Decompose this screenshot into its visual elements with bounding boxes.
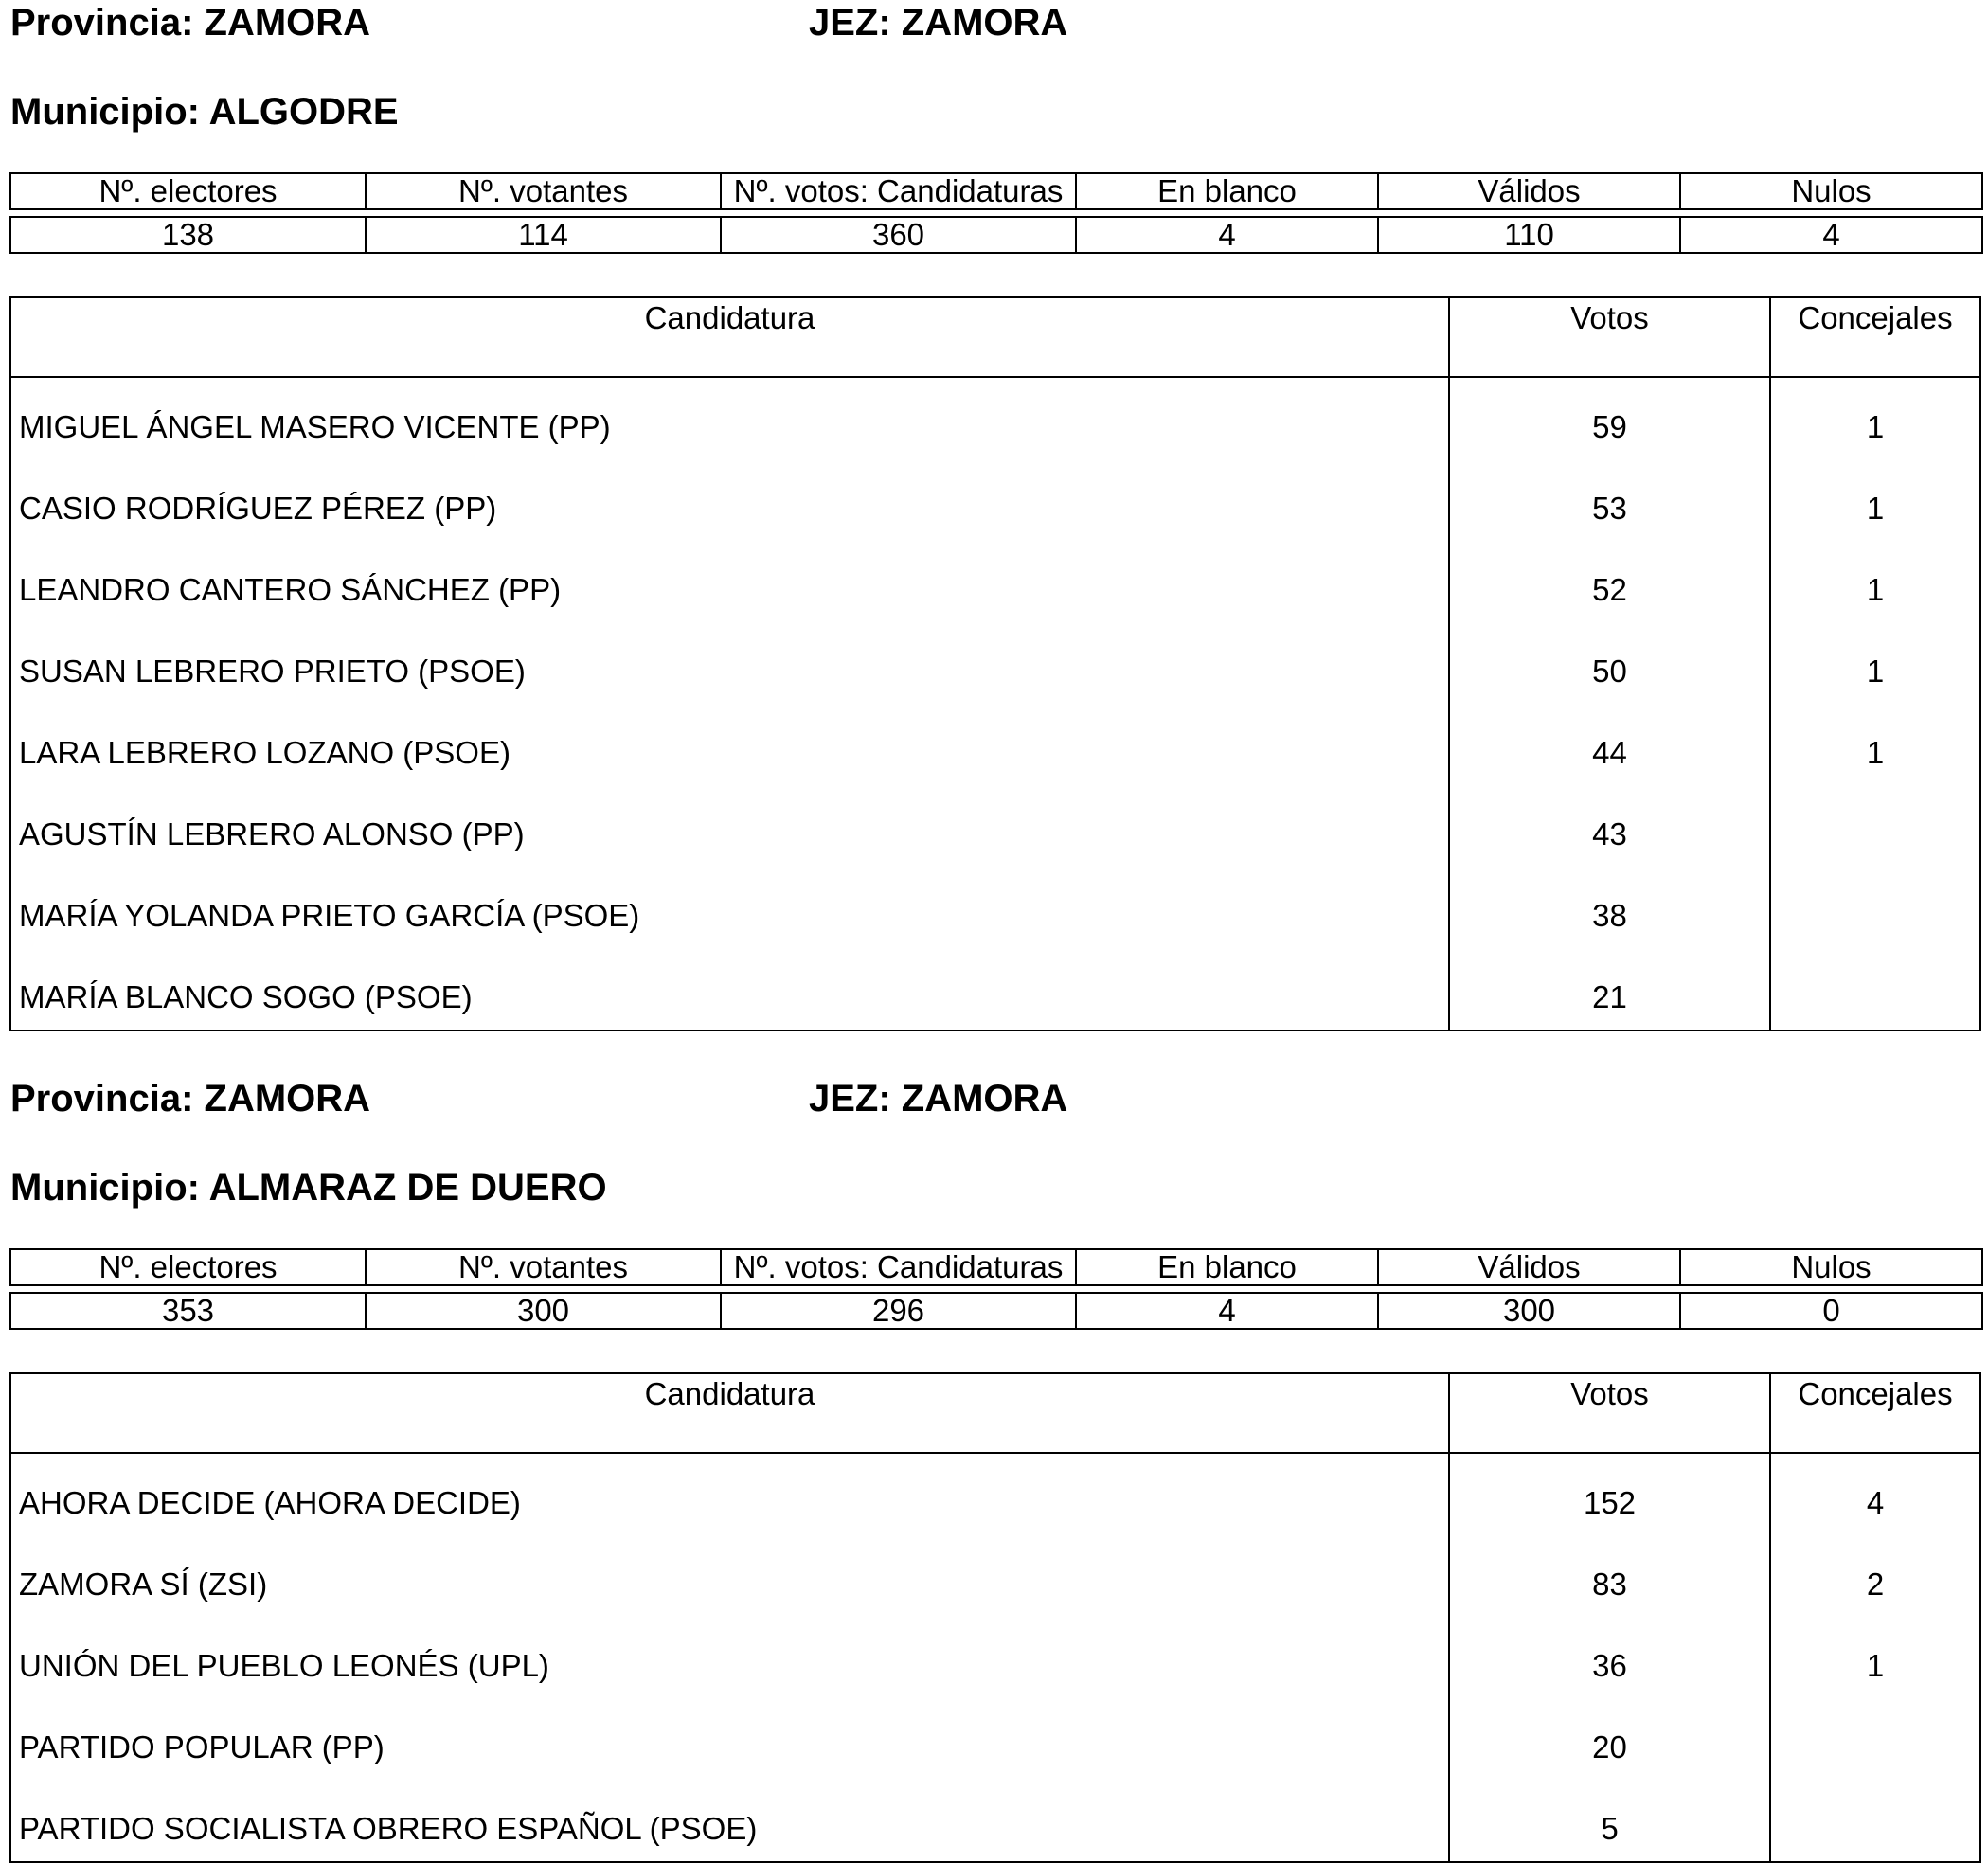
summary-header-nulos: Nulos	[1680, 173, 1982, 209]
table-row	[11, 785, 1979, 867]
candidate-votos: 44	[1450, 704, 1771, 785]
summary-header-row	[10, 1249, 1982, 1285]
candidate-name: PARTIDO SOCIALISTA OBRERO ESPAÑOL (PSOE)	[11, 1780, 1450, 1861]
summary-header-votos-candidaturas: Nº. votos: Candidaturas	[721, 1249, 1076, 1285]
candidate-name: LEANDRO CANTERO SÁNCHEZ (PP)	[11, 541, 1450, 622]
results-header-row	[11, 298, 1979, 378]
summary-table	[9, 1248, 1983, 1330]
candidate-name: AHORA DECIDE (AHORA DECIDE)	[11, 1454, 1450, 1535]
jez-label: JEZ: ZAMORA	[809, 1078, 1068, 1120]
municipio-label: Municipio: ALMARAZ DE DUERO	[10, 1167, 607, 1209]
summary-value-row	[10, 1293, 1982, 1329]
candidate-concejales	[1771, 867, 1979, 948]
results-table	[9, 1372, 1981, 1863]
candidate-votos: 38	[1450, 867, 1771, 948]
summary-header-validos: Válidos	[1378, 173, 1680, 209]
candidate-concejales: 1	[1866, 735, 1885, 770]
summary-header-votos-candidaturas: Nº. votos: Candidaturas	[721, 173, 1076, 209]
summary-header-votantes: Nº. votantes	[366, 1249, 721, 1285]
summary-value-en-blanco: 4	[1076, 1293, 1378, 1329]
candidate-concejales	[1771, 1780, 1979, 1861]
table-row	[11, 541, 1979, 622]
summary-header-en-blanco: En blanco	[1076, 1249, 1378, 1285]
summary-header-electores: Nº. electores	[10, 1249, 366, 1285]
summary-value-row	[10, 217, 1982, 253]
candidate-name: PARTIDO POPULAR (PP)	[11, 1698, 1450, 1780]
summary-value-nulos: 0	[1680, 1293, 1982, 1329]
candidate-concejales: 4	[1866, 1485, 1885, 1520]
results-header-concejales: Concejales	[1798, 1376, 1953, 1411]
summary-table	[9, 172, 1983, 254]
results-header-votos: Votos	[1450, 1374, 1771, 1452]
summary-header-nulos: Nulos	[1680, 1249, 1982, 1285]
candidate-concejales: 1	[1866, 654, 1885, 689]
municipio-label: Municipio: ALGODRE	[10, 91, 399, 133]
table-row	[11, 1698, 1979, 1780]
candidate-votos: 152	[1450, 1454, 1771, 1535]
summary-value-votos-candidaturas: 296	[721, 1293, 1076, 1329]
table-row	[11, 948, 1979, 1030]
summary-value-votantes: 300	[366, 1293, 721, 1329]
candidate-concejales	[1771, 785, 1979, 867]
summary-value-nulos: 4	[1680, 217, 1982, 253]
candidate-name: MARÍA YOLANDA PRIETO GARCÍA (PSOE)	[11, 867, 1450, 948]
summary-header-electores: Nº. electores	[10, 173, 366, 209]
results-table	[9, 296, 1981, 1031]
results-header-concejales: Concejales	[1798, 300, 1953, 335]
summary-header-en-blanco: En blanco	[1076, 173, 1378, 209]
candidate-concejales: 1	[1866, 491, 1885, 526]
candidate-name: LARA LEBRERO LOZANO (PSOE)	[11, 704, 1450, 785]
candidate-concejales: 1	[1866, 572, 1885, 607]
candidate-name: MARÍA BLANCO SOGO (PSOE)	[11, 948, 1450, 1030]
candidate-concejales	[1771, 1698, 1979, 1780]
results-header-candidatura: Candidatura	[11, 298, 1450, 376]
summary-value-validos: 300	[1378, 1293, 1680, 1329]
summary-header-votantes: Nº. votantes	[366, 173, 721, 209]
table-row	[11, 459, 1979, 541]
candidate-votos: 21	[1450, 948, 1771, 1030]
candidate-name: SUSAN LEBRERO PRIETO (PSOE)	[11, 622, 1450, 704]
summary-value-validos: 110	[1378, 217, 1680, 253]
table-row	[11, 867, 1979, 948]
results-header-votos: Votos	[1450, 298, 1771, 376]
table-row	[11, 1780, 1979, 1861]
candidate-votos: 36	[1450, 1617, 1771, 1698]
candidate-votos: 59	[1450, 378, 1771, 459]
candidate-votos: 50	[1450, 622, 1771, 704]
summary-value-electores: 353	[10, 1293, 366, 1329]
candidate-concejales: 2	[1866, 1567, 1885, 1602]
table-row	[11, 1617, 1979, 1698]
candidate-concejales: 1	[1866, 1648, 1885, 1683]
summary-value-votantes: 114	[366, 217, 721, 253]
table-row	[11, 1535, 1979, 1617]
results-header-row	[11, 1374, 1979, 1454]
summary-header-validos: Válidos	[1378, 1249, 1680, 1285]
summary-value-votos-candidaturas: 360	[721, 217, 1076, 253]
summary-header-row	[10, 173, 1982, 209]
table-row	[11, 704, 1979, 785]
provincia-label: Provincia: ZAMORA	[10, 1078, 371, 1120]
provincia-label: Provincia: ZAMORA	[10, 2, 371, 44]
candidate-name: AGUSTÍN LEBRERO ALONSO (PP)	[11, 785, 1450, 867]
candidate-votos: 52	[1450, 541, 1771, 622]
table-row	[11, 378, 1979, 459]
jez-label: JEZ: ZAMORA	[809, 2, 1068, 44]
table-row	[11, 1454, 1979, 1535]
candidate-votos: 20	[1450, 1698, 1771, 1780]
candidate-votos: 83	[1450, 1535, 1771, 1617]
candidate-concejales	[1771, 948, 1979, 1030]
candidate-name: MIGUEL ÁNGEL MASERO VICENTE (PP)	[11, 378, 1450, 459]
candidate-concejales: 1	[1866, 409, 1885, 444]
candidate-name: CASIO RODRÍGUEZ PÉREZ (PP)	[11, 459, 1450, 541]
candidate-name: ZAMORA SÍ (ZSI)	[11, 1535, 1450, 1617]
summary-value-en-blanco: 4	[1076, 217, 1378, 253]
candidate-votos: 43	[1450, 785, 1771, 867]
candidate-votos: 53	[1450, 459, 1771, 541]
candidate-votos: 5	[1450, 1780, 1771, 1861]
results-header-candidatura: Candidatura	[11, 1374, 1450, 1452]
candidate-name: UNIÓN DEL PUEBLO LEONÉS (UPL)	[11, 1617, 1450, 1698]
summary-value-electores: 138	[10, 217, 366, 253]
table-row	[11, 622, 1979, 704]
